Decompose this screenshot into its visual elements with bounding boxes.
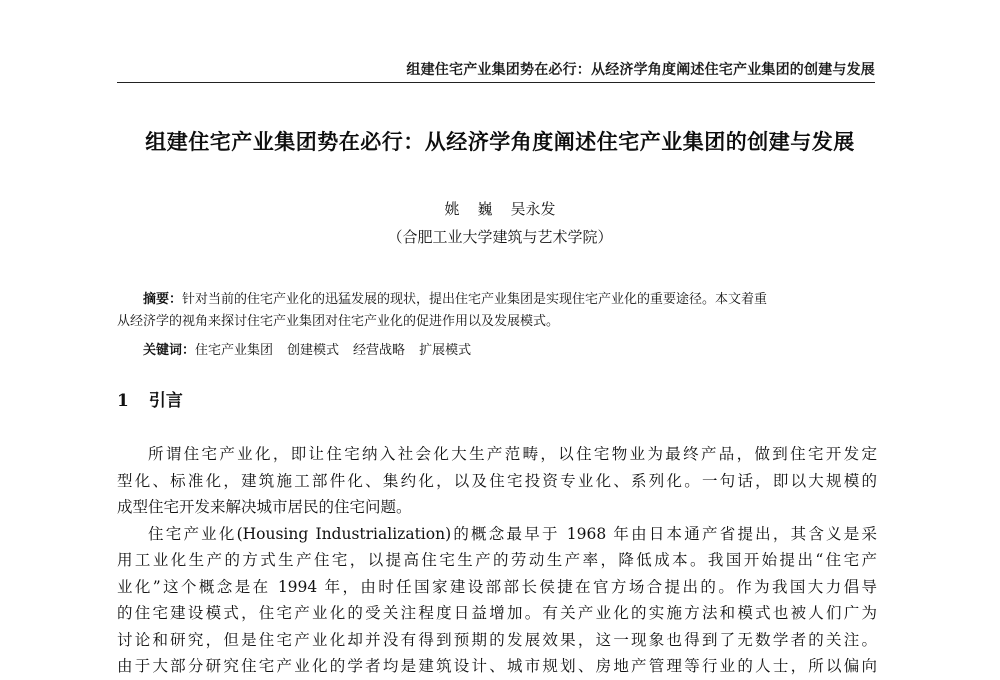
author-name: 吴永发 <box>510 200 556 218</box>
section-heading <box>117 386 183 411</box>
keywords-label: 关键词： <box>143 343 196 358</box>
author-name: 姚 <box>444 200 460 218</box>
author-name: 巍 <box>477 200 493 218</box>
affiliation: （合肥工业大学建筑与艺术学院） <box>387 228 613 246</box>
keywords <box>143 339 485 358</box>
text-line: 由于大部分研究住宅产业化的学者均是建筑设计、城市规划、房地产管理等行业的人士，所以偏向 <box>117 657 877 675</box>
text-line: 业化”这个概念是在 1994 年，由时任国家建设部部长侯捷在官方场合提出的。作为我国大力倡导 <box>117 577 877 596</box>
header-rule <box>117 82 875 83</box>
keyword: 扩展模式 <box>419 343 472 358</box>
text-line: 型化、标准化，建筑施工部件化、集约化，以及住宅投资专业化、系列化。一句话，即以大规模的 <box>117 471 877 490</box>
keyword: 经营战略 <box>353 343 406 358</box>
text-line: 讨论和研究，但是住宅产业化却并没有得到预期的发展效果，这一现象也得到了无数学者的关注。 <box>117 630 877 649</box>
text-line: 成型住宅开发来解决城市居民的住宅问题。 <box>117 498 412 516</box>
abstract-label: 摘要： <box>143 292 183 307</box>
paper-title: 组建住宅产业集团势在必行：从经济学角度阐述住宅产业集团的创建与发展 <box>145 129 855 154</box>
body-text <box>117 441 877 680</box>
text-line: 住宅产业化(Housing Industrialization)的概念最早于 1968 年由日本通产省提出，其含义是采 <box>148 524 877 543</box>
running-header: 组建住宅产业集团势在必行：从经济学角度阐述住宅产业集团的创建与发展 <box>406 62 875 78</box>
text-line: 所谓住宅产业化，即让住宅纳入社会化大生产范畴，以住宅物业为最终产品，做到住宅开发定 <box>148 445 877 463</box>
keyword: 创建模式 <box>287 343 340 358</box>
abstract-line-1 <box>117 289 875 311</box>
section-title: 引言 <box>148 391 183 411</box>
section-number: 1 <box>117 391 129 411</box>
authors <box>0 198 1000 219</box>
paragraph <box>117 521 877 680</box>
text-line: 用工业化生产的方式生产住宅，以提高住宅生产的劳动生产率，降低成本。我国开始提出“住宅产 <box>117 551 877 569</box>
abstract-text: 针对当前的住宅产业化的迅猛发展的现状，提出住宅产业集团是实现住宅产业化的重要途径。本文着重 <box>182 292 768 307</box>
abstract <box>117 289 875 333</box>
text-line: 的住宅建设模式，住宅产业化的受关注程度日益增加。有关产业化的实施方法和模式也被人们广为 <box>117 604 877 622</box>
paragraph <box>117 441 877 521</box>
keyword: 住宅产业集团 <box>195 343 274 358</box>
abstract-line-2: 从经济学的视角来探讨住宅产业集团对住宅产业化的促进作用以及发展模式。 <box>117 314 560 329</box>
